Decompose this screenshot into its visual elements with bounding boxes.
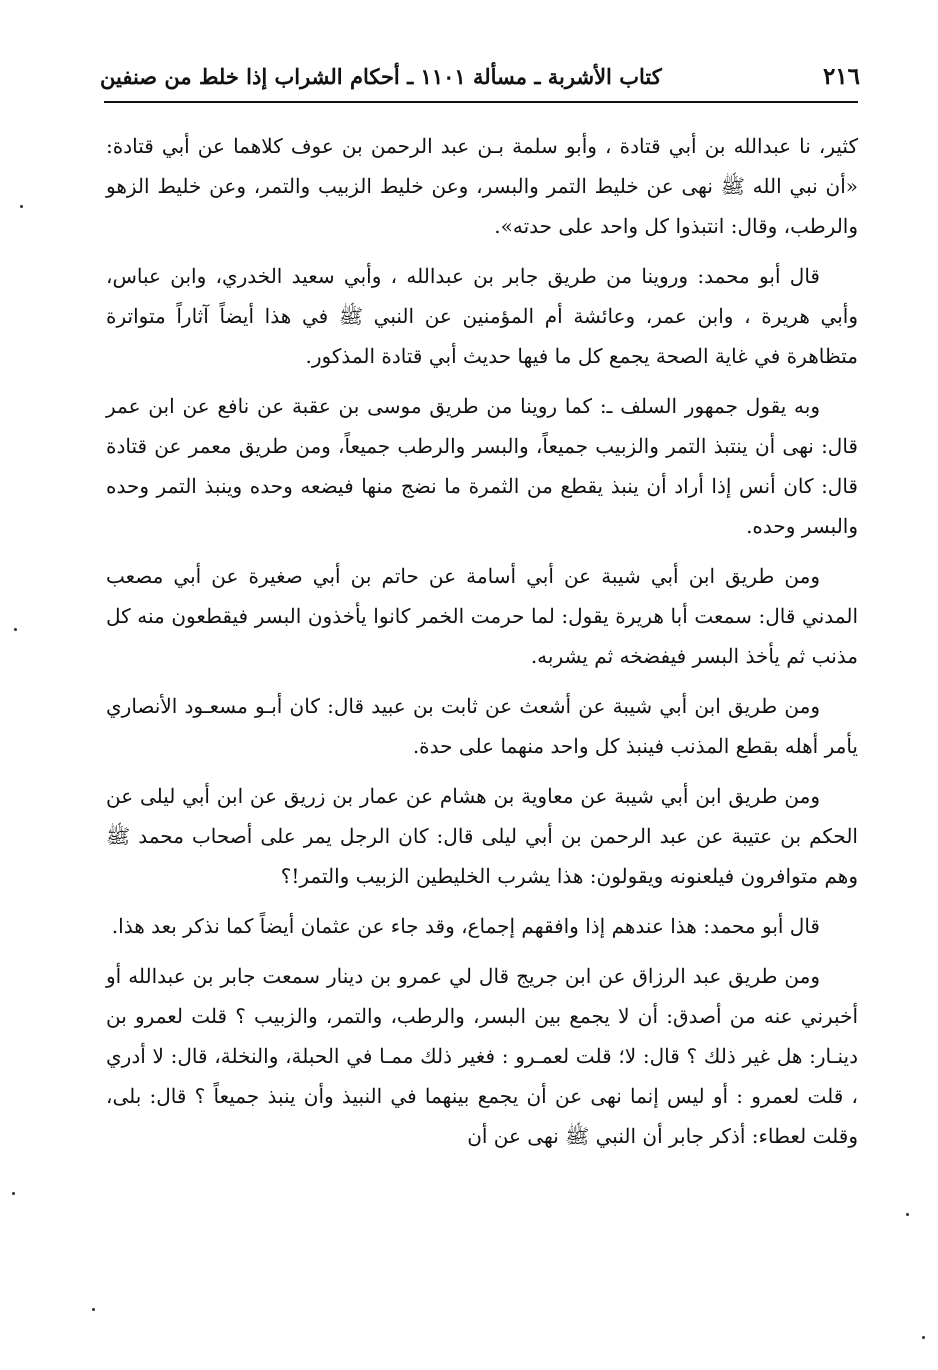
paragraph-1: كثير، نا عبدالله بن أبي قتادة ، وأبو سلمة بـن عبد الرحمن بن عوف كلاهما عن أبي قتادة: «أن نبي الله ﷺ نهى عن خليط التمر والبسر، وعن خليط الزبيب والتمر، وعن خليط الزهو والرطب، وقال: انتبذوا كل واحد على حدته». bbox=[106, 134, 858, 238]
paragraph-3: وبه يقول جمهور السلف ـ: كما روينا من طريق موسى بن عقبة عن نافع عن ابن عمر قال: نهى أن ينتبذ التمر والزبيب جميعاً، والبسر والرطب جميعاً، ومن طريق معمر عن قتادة قال: كان أنس إذا أراد أن ينبذ يقطع من الثمرة ما نضج منها فيضعه وحده وينبذ التمر وحده والبسر وحده. bbox=[106, 394, 858, 538]
paragraph-8: ومن طريق عبد الرزاق عن ابن جريج قال لي عمرو بن دينار سمعت جابر بن عبدالله أو أخبرني عنه من أصدق: أن لا يجمع بين البسر، والرطب، والتمر، والزبيب ؟ قلت لعمرو بن دينـار: هل غير ذلك ؟ قال: لا؛ قلت لعمـرو : فغير ذلك ممـا في الحبلة، والنخلة، قال: لا أدري ، قلت لعمرو : أو ليس إنما نهى عن أن يجمع بينهما في النبيذ وأن ينبذ جميعاً ؟ قال: بلى، وقلت لعطاء: أذكر جابر أن النبي ﷺ نهى عن أن bbox=[106, 964, 858, 1148]
paragraph-5: ومن طريق ابن أبي شيبة عن أشعث عن ثابت بن عبيد قال: كان أبـو مسعـود الأنصاري يأمر أهله بقطع المذنب فينبذ كل واحد منهما على حدة. bbox=[106, 694, 858, 758]
page-header bbox=[100, 56, 860, 96]
paragraph-2: قال أبو محمد: وروينا من طريق جابر بن عبدالله ، وأبي سعيد الخدري، وابن عباس، وأبي هريرة ، وابن عمر، وعائشة أم المؤمنين عن النبي ﷺ في هذا أيضاً آثاراً متواترة متظاهرة في غاية الصحة يجمع كل ما فيها حديث أبي قتادة المذكور. bbox=[106, 264, 858, 368]
scan-speck bbox=[12, 1192, 15, 1195]
running-title: كتاب الأشربة ـ مسألة ١١٠١ ـ أحكام الشراب إذا خلط من صنفين bbox=[100, 63, 662, 89]
header-rule bbox=[104, 101, 858, 103]
paragraph-6: ومن طريق ابن أبي شيبة عن معاوية بن هشام عن عمار بن زريق عن ابن أبي ليلى عن الحكم بن عتيبة عن عبد الرحمن بن أبي ليلى قال: كان الرجل يمر على أصحاب محمد ﷺ وهم متوافرون فيلعنونه ويقولون: هذا يشرب الخليطين الزبيب والتمر!؟ bbox=[106, 784, 858, 888]
page-number: ٢١٦ bbox=[822, 62, 860, 90]
paragraph-7: قال أبو محمد: هذا عندهم إذا وافقهم إجماع، وقد جاء عن عثمان أيضاً كما نذكر بعد هذا. bbox=[111, 914, 820, 938]
scan-speck bbox=[906, 1213, 909, 1216]
body-text bbox=[106, 126, 858, 1166]
scan-speck bbox=[92, 1308, 95, 1311]
scan-speck bbox=[922, 1336, 925, 1339]
paragraph-4: ومن طريق ابن أبي شيبة عن أبي أسامة عن حاتم بن أبي صغيرة عن أبي مصعب المدني قال: سمعت أبا هريرة يقول: لما حرمت الخمر كانوا يأخذون البسر فيقطعون منه كل مذنب ثم يأخذ البسر فيفضخه ثم يشربه. bbox=[106, 564, 858, 668]
scan-speck bbox=[20, 205, 23, 208]
scan-speck bbox=[14, 628, 17, 631]
